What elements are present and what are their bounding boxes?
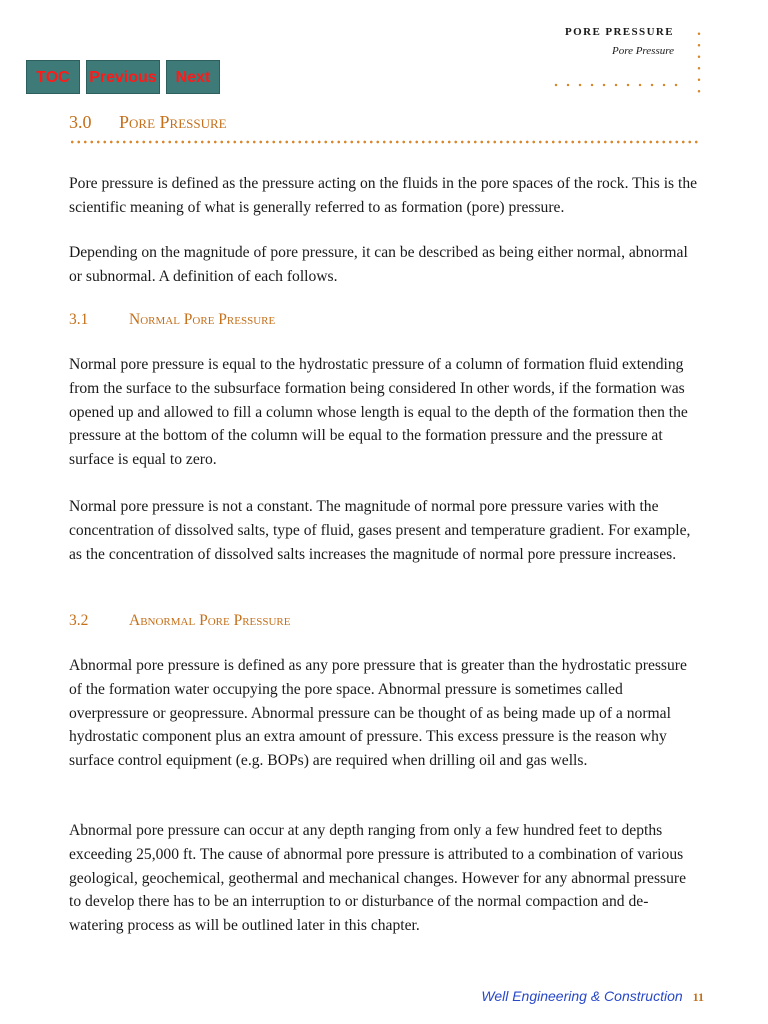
- paragraph: Pore pressure is defined as the pressure acting on the fluids in the pore spaces of the rock. This is the scientific meaning of what is generally referred to as formation (pore) pressure.: [69, 175, 698, 216]
- page-footer: [440, 988, 704, 1005]
- previous-button[interactable]: Previous: [86, 60, 160, 94]
- page-number: 11: [692, 990, 704, 1004]
- running-subtitle: Pore Pressure: [611, 45, 674, 57]
- paragraph: Depending on the magnitude of pore pressure, it can be described as being either normal, abnormal or subnormal. A definition of each follows.: [69, 244, 688, 285]
- section-dotted-rule: [69, 138, 699, 146]
- paragraph: Abnormal pore pressure can occur at any depth ranging from only a few hundred feet to depths exceeding 25,000 ft. The cause of abnormal pore pressure is attributed to a combination of various geological, geochemical, geothermal and mechanical changes. However for any abnormal pressure to develop there has to be an interruption to or disturbance of the normal compaction and de-watering process as will be outlined later in this chapter.: [69, 822, 686, 935]
- nav-bar: [26, 60, 220, 94]
- subsection-heading-abnormal: [69, 612, 290, 630]
- paragraph: Normal pore pressure is equal to the hydrostatic pressure of a column of formation fluid extending from the surface to the subsurface formation being considered In other words, if the formation was opened up and allowed to fill a column whose length is equal to the depth of the formation then the pressure at the bottom of the column will be equal to the formation pressure and the pressure at surface is equal to zero.: [69, 356, 688, 469]
- header-dotted-column: [694, 28, 704, 98]
- subsection-title: Abnormal Pore Pressure: [129, 612, 291, 629]
- section-title: Pore Pressure: [119, 112, 227, 132]
- toc-button[interactable]: TOC: [26, 60, 80, 94]
- subsection-number: 3.2: [69, 612, 89, 629]
- subsection-number: 3.1: [69, 311, 89, 328]
- section-heading: [69, 112, 227, 133]
- subsection-heading-normal: [69, 311, 275, 329]
- header-dotted-rule: [550, 80, 680, 90]
- running-title: PORE PRESSURE: [565, 26, 674, 38]
- footer-book-title: Well Engineering & Construction: [481, 988, 683, 1004]
- next-button[interactable]: Next: [166, 60, 220, 94]
- paragraph: Normal pore pressure is not a constant. The magnitude of normal pore pressure varies with the concentration of dissolved salts, type of fluid, gases present and temperature gradient. For example, as the concentration of dissolved salts increases the magnitude of normal pore pressure increases.: [69, 498, 691, 563]
- section-number: 3.0: [69, 112, 92, 132]
- paragraph: Abnormal pore pressure is defined as any pore pressure that is greater than the hydrostatic pressure of the formation water occupying the pore space. Abnormal pressure is sometimes called overpressure or geopressure. Abnormal pressure can be thought of as being made up of a normal hydrostatic component plus an extra amount of pressure. This excess pressure is the reason why surface control equipment (e.g. BOPs) are required when drilling oil and gas wells.: [69, 657, 687, 770]
- running-header: [470, 24, 674, 60]
- subsection-title: Normal Pore Pressure: [129, 311, 276, 328]
